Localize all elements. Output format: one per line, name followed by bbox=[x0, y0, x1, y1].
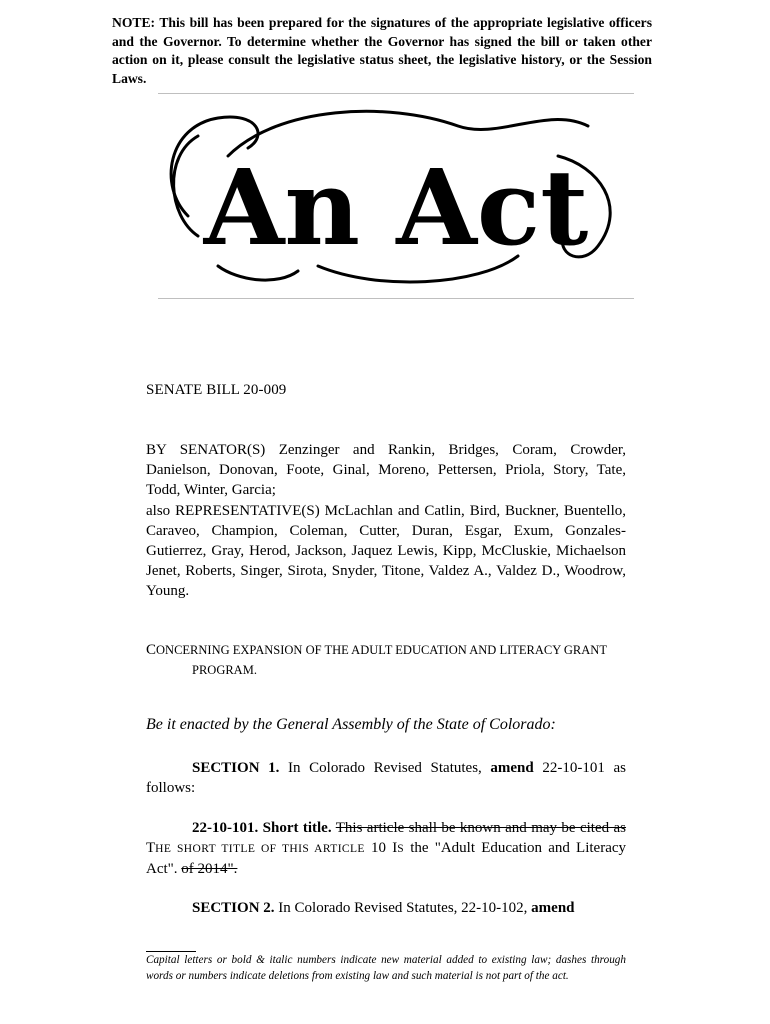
deleted-text-2: of 2014". bbox=[181, 861, 238, 878]
footnote-rule bbox=[146, 951, 196, 952]
new-text-i: I bbox=[392, 840, 398, 857]
enacting-clause: Be it enacted by the General Assembly of the State of Colorado: bbox=[146, 716, 556, 733]
short-title-text: the "Adult Education and Literacy Act". bbox=[146, 840, 627, 878]
section-1-amend: amend bbox=[490, 760, 534, 776]
an-act-banner bbox=[158, 96, 634, 294]
banner-bottom-rule bbox=[158, 298, 634, 299]
governor-signature-note: NOTE: This bill has been prepared for the signatures of the appropriate legislative officers and the Governor. To determine whether the Governor has signed the bill or taken other action on it, please consult the legislative status sheet, the legislative history, or the Session Laws. bbox=[112, 15, 652, 86]
section-1-text-a: In Colorado Revised Statutes, bbox=[279, 760, 491, 776]
article-number: 10 bbox=[364, 840, 393, 857]
senate-sponsors: BY SENATOR(S) Zenzinger and Rankin, Bridges, Coram, Crowder, Danielson, Donovan, Foote, Ginal, Moreno, Pettersen, Priola, Story, Tate, Todd, Winter, Garcia; bbox=[146, 442, 626, 499]
bill-number: SENATE BILL 20-009 bbox=[146, 382, 287, 398]
banner-top-rule bbox=[158, 93, 634, 94]
section-2-amend: amend bbox=[531, 900, 575, 916]
flourish-left-mid bbox=[174, 136, 198, 236]
footnote: Capital letters or bold & italic numbers indicate new material added to existing law; dashes through words or numbers indicate deletions from existing law and such material is not part of the act. bbox=[146, 954, 626, 982]
section-1-text-b: 22-10-101 as follows: bbox=[146, 760, 626, 797]
section-2-text-a: In Colorado Revised Statutes, 22-10-102, bbox=[274, 900, 532, 916]
new-text-t: T bbox=[146, 840, 156, 857]
deleted-text-1: This article shall be known and may be cited as bbox=[335, 820, 627, 836]
section-1-heading: SECTION 1. bbox=[192, 760, 280, 776]
short-title-heading: 22-10-101. Short title. bbox=[192, 820, 332, 836]
section-1 bbox=[146, 758, 626, 798]
an-act-text: An Act bbox=[203, 146, 589, 269]
bill-title bbox=[146, 640, 626, 680]
title-line-2: PROGRAM. bbox=[192, 663, 257, 677]
section-2 bbox=[146, 898, 626, 918]
section-1-body bbox=[146, 818, 626, 880]
title-first-letter: C bbox=[146, 642, 157, 658]
new-text-s: S bbox=[397, 843, 405, 856]
house-sponsors: also REPRESENTATIVE(S) McLachlan and Catlin, Bird, Buckner, Buentello, Caraveo, Champion, Coleman, Cutter, Duran, Esgar, Exum, Gonzales-Gutierrez, Gray, Herod, Jackson, Jaquez Lewis, Kipp, McCluskie, Michaelson Jenet, Roberts, Singer, Sirota, Snyder, Titone, Valdez A., Valdez D., Woodrow, Young. bbox=[146, 502, 626, 600]
sponsors bbox=[146, 440, 626, 602]
title-line-1: ONCERNING EXPANSION OF THE ADULT EDUCATION AND LITERACY GRANT bbox=[156, 643, 607, 657]
section-2-heading: SECTION 2. bbox=[192, 900, 275, 916]
new-text-short-title: HE SHORT TITLE OF THIS ARTICLE bbox=[155, 843, 365, 856]
